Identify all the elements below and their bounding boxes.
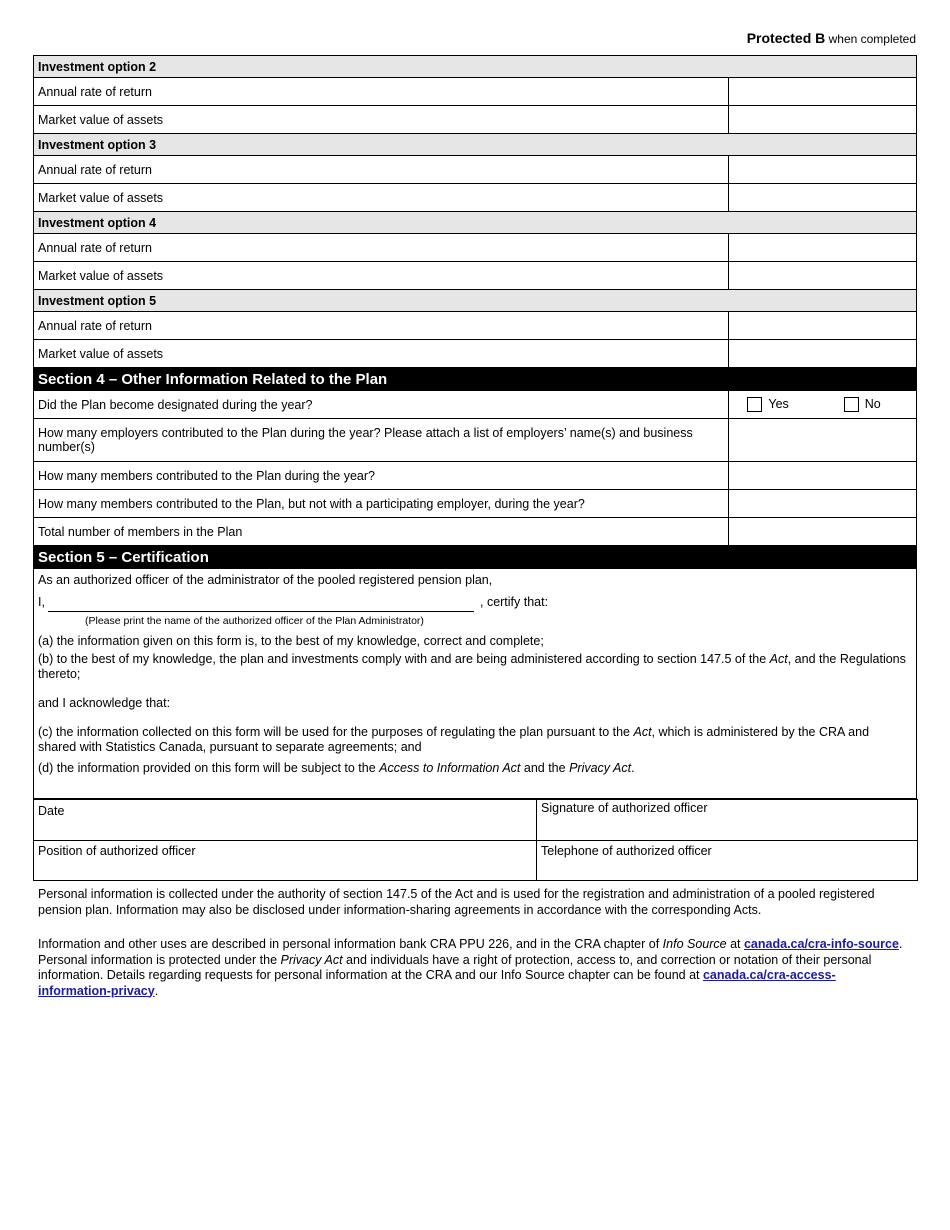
yes-label: Yes bbox=[768, 396, 789, 411]
row-label: Market value of assets bbox=[34, 340, 729, 368]
market-value-input-5[interactable] bbox=[729, 340, 917, 368]
section-5-title: Section 5 – Certification bbox=[34, 546, 917, 569]
certify-label: , certify that: bbox=[480, 595, 549, 609]
annual-rate-input-2[interactable] bbox=[729, 78, 917, 106]
designated-question: Did the Plan become designated during the year? bbox=[34, 391, 729, 419]
cert-intro: As an authorized officer of the administrator of the pooled registered pension plan, bbox=[38, 573, 493, 587]
i-label: I, bbox=[38, 595, 45, 609]
signature-label: Signature of authorized officer bbox=[541, 801, 708, 815]
annual-rate-input-4[interactable] bbox=[729, 234, 917, 262]
row-label: Annual rate of return bbox=[34, 234, 729, 262]
acknowledge-label: and I acknowledge that: bbox=[38, 696, 171, 710]
nonparticipating-members-question: How many members contributed to the Plan, but not with a participating employer, during the year? bbox=[34, 490, 729, 518]
row-label: Annual rate of return bbox=[34, 156, 729, 184]
date-label: Date bbox=[38, 804, 65, 818]
total-members-question: Total number of members in the Plan bbox=[34, 518, 729, 546]
protected-b-label: Protected B when completed bbox=[746, 30, 916, 46]
row-label: Annual rate of return bbox=[34, 312, 729, 340]
telephone-field[interactable] bbox=[537, 841, 918, 881]
members-count-input[interactable] bbox=[729, 462, 917, 490]
market-value-input-4[interactable] bbox=[729, 262, 917, 290]
row-label: Market value of assets bbox=[34, 106, 729, 134]
privacy-notice-2: Information and other uses are described in personal information bank CRA PPU 226, and in the CRA chapter of Info Source at canada.ca/cra-info-source. Personal information is protected under the Privacy Act and individuals have a right of protection, access to, and correction or notation of their personal information. Details regarding requests for personal information at the CRA and our Info Source chapter can be found at canada.ca/cra-access-information-privacy. bbox=[38, 937, 903, 998]
telephone-label: Telephone of authorized officer bbox=[541, 844, 712, 858]
employers-count-input[interactable] bbox=[729, 419, 917, 462]
privacy-notice-1: Personal information is collected under the authority of section 147.5 of the Act and is used for the registration and administration of a pooled registered pension plan. Information may also be disclosed under information-sharing agreements in accordance with the corresponding Acts. bbox=[38, 887, 875, 917]
employers-question: How many employers contributed to the Plan during the year? Please attach a list of employers’ name(s) and business number(s) bbox=[34, 419, 729, 462]
annual-rate-input-5[interactable] bbox=[729, 312, 917, 340]
position-label: Position of authorized officer bbox=[38, 844, 196, 858]
nonparticipating-members-input[interactable] bbox=[729, 490, 917, 518]
clause-b: (b) to the best of my knowledge, the plan and investments comply with and are being administered according to section 147.5 of the Act, and the Regulations thereto; bbox=[38, 652, 906, 681]
option-heading: Investment option 3 bbox=[34, 134, 917, 156]
option-heading: Investment option 5 bbox=[34, 290, 917, 312]
clause-a: (a) the information given on this form is, to the best of my knowledge, correct and complete; bbox=[38, 634, 544, 648]
position-field[interactable] bbox=[34, 841, 537, 881]
info-source-link[interactable]: canada.ca/cra-info-source bbox=[743, 937, 899, 951]
members-question: How many members contributed to the Plan during the year? bbox=[34, 462, 729, 490]
no-checkbox[interactable] bbox=[844, 397, 859, 412]
total-members-input[interactable] bbox=[729, 518, 917, 546]
option-heading: Investment option 2 bbox=[34, 56, 917, 78]
investment-options-table bbox=[33, 55, 917, 569]
clause-d: (d) the information provided on this form will be subject to the Access to Information Act and the Privacy Act. bbox=[38, 761, 635, 775]
date-field[interactable] bbox=[34, 800, 537, 841]
signature-table bbox=[33, 799, 918, 881]
name-hint: (Please print the name of the authorized officer of the Plan Administrator) bbox=[85, 615, 424, 627]
officer-name-input[interactable] bbox=[48, 604, 474, 612]
row-label: Market value of assets bbox=[34, 262, 729, 290]
signature-field[interactable] bbox=[537, 800, 918, 841]
row-label: Market value of assets bbox=[34, 184, 729, 212]
row-label: Annual rate of return bbox=[34, 78, 729, 106]
access-privacy-link[interactable]: canada.ca/cra-access-information-privacy bbox=[38, 968, 836, 998]
section-4-title: Section 4 – Other Information Related to the Plan bbox=[34, 368, 917, 391]
yes-checkbox[interactable] bbox=[747, 397, 762, 412]
designated-options bbox=[729, 391, 917, 419]
market-value-input-2[interactable] bbox=[729, 106, 917, 134]
no-label: No bbox=[864, 396, 881, 411]
clause-c: (c) the information collected on this form will be used for the purposes of regulating the plan pursuant to the Act, which is administered by the CRA and shared with Statistics Canada, pursuant to separate agreements; and bbox=[38, 725, 870, 754]
option-heading: Investment option 4 bbox=[34, 212, 917, 234]
market-value-input-3[interactable] bbox=[729, 184, 917, 212]
certification-box bbox=[33, 569, 917, 799]
annual-rate-input-3[interactable] bbox=[729, 156, 917, 184]
